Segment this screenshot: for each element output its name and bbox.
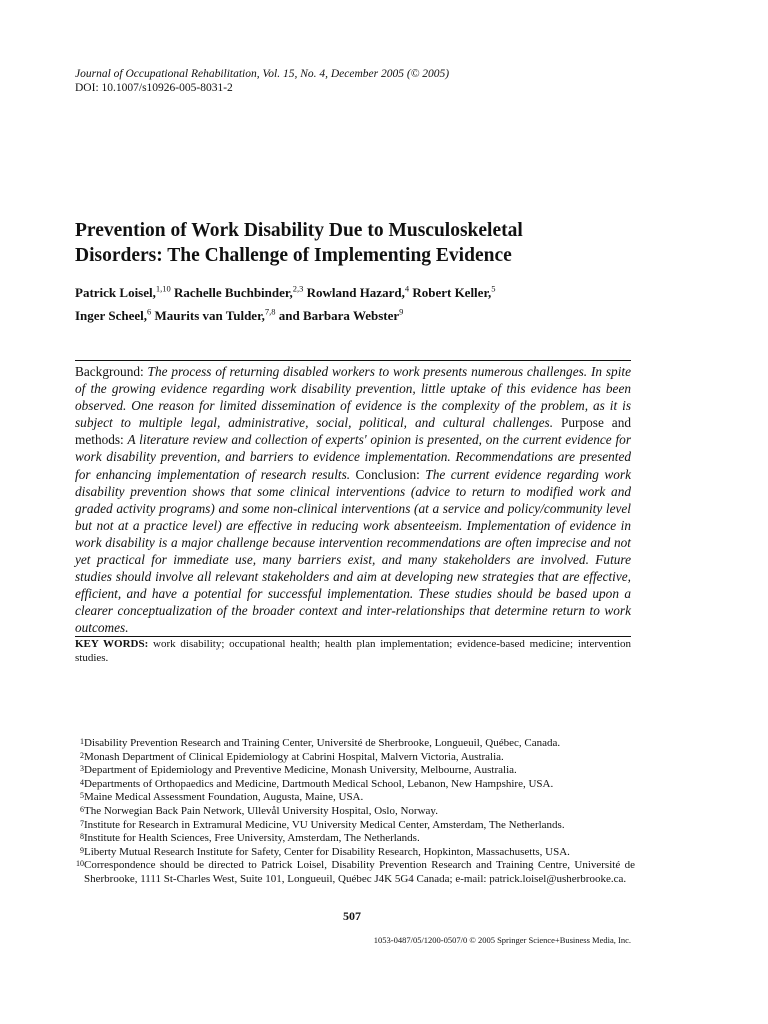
article-title — [75, 218, 635, 268]
affiliation: 7 Institute for Research in Extramural Medicine, VU University Medical Center, Amsterdam, The Netherlands. — [80, 818, 565, 831]
author: Maurits van Tulder,$^{7,8}$ — [154, 306, 276, 323]
abstract-methods-label: Purpose and methods: — [75, 415, 631, 448]
author: Inger Scheel,$^6$ — [75, 306, 152, 323]
affiliation: 10 Correspondence should be directed to Patrick Loisel, Disability Prevention Research and Training Centre, Université de Sherbrooke, 1111 St-Charles West, Suite 101, Longueuil, Québec J4K 5G4 Canada; e-mail: patrick.loisel@usherbrooke.ca. — [76, 859, 635, 885]
affiliation: 9 Liberty Mutual Research Institute for Safety, Center for Disability Research, Hopkinton, Massachusetts, USA. — [80, 845, 570, 858]
keywords-label: KEY WORDS: — [75, 638, 149, 650]
author: Robert Keller,$^5$ — [412, 284, 496, 301]
title-line-2: Disorders: The Challenge of Implementing Evidence — [75, 245, 512, 266]
author: Rowland Hazard,$^4$ — [306, 284, 410, 301]
affiliation: 6 The Norwegian Back Pain Network, Ullevål University Hospital, Oslo, Norway. — [80, 804, 438, 817]
title-line-1: Prevention of Work Disability Due to Musculoskeletal — [75, 220, 523, 241]
author-list — [75, 280, 635, 325]
page-number: 507 — [343, 909, 361, 923]
doi: DOI: 10.1007/s10926-005-8031-2 — [75, 82, 233, 94]
abstract-background-label: Background: — [75, 364, 144, 379]
author: and Barbara Webster$^9$ — [278, 306, 404, 323]
copyright-line: 1053-0487/05/1200-0507/0 © 2005 Springer Science+Business Media, Inc. — [373, 935, 631, 945]
abstract — [75, 363, 631, 637]
keywords-rule — [75, 636, 631, 637]
keywords-text: work disability; occupational health; health plan implementation; evidence-based medicine; intervention studies. — [75, 638, 631, 664]
abstract-methods-text: A literature review and collection of experts' opinion is presented, on the current evidence for work disability prevention, and barriers to evidence implementation. Recommendations are presented for enhancing implementation of research results. — [75, 432, 631, 482]
author: Rachelle Buchbinder,$^{2,3}$ — [174, 284, 304, 301]
abstract-top-rule — [75, 360, 631, 361]
affiliation: 8 Institute for Health Sciences, Free University, Amsterdam, The Netherlands. — [80, 832, 420, 845]
affiliation: 4 Departments of Orthopaedics and Medicine, Dartmouth Medical School, Lebanon, New Hampshire, USA. — [80, 777, 554, 790]
affiliation: 2 Monash Department of Clinical Epidemiology at Cabrini Hospital, Malvern Victoria, Australia. — [80, 750, 504, 763]
journal-header — [75, 67, 449, 95]
affiliation: 5 Maine Medical Assessment Foundation, Augusta, Maine, USA. — [80, 791, 364, 804]
abstract-conclusion-text: The current evidence regarding work disability prevention shows that some clinical interventions (advice to return to modified work and graded activity programs) and some non-clinical interventions (at a service and policy/community level but not at a practice level) are effective in reducing work absenteeism. Implementation of evidence in work disability is a major challenge because intervention recommendations are often imprecise and not yet practical for immediate use, many barriers exist, and many stakeholders are involved. Future studies should involve all relevant stakeholders and aim at developing new strategies that are effective, efficient, and have a potential for successful implementation. These studies should be based upon a clearer conceptualization of the broader context and inter-relationships that determine return to work outcomes. — [75, 466, 632, 636]
affiliations-list — [75, 737, 635, 887]
author: Patrick Loisel,$^{1,10}$ — [75, 284, 171, 301]
affiliation: 3 Department of Epidemiology and Preventive Medicine, Monash University, Melbourne, Australia. — [80, 764, 517, 777]
abstract-conclusion-label: Conclusion: — [355, 466, 420, 482]
affiliation: 1 Disability Prevention Research and Training Center, Université de Sherbrooke, Longueuil, Québec, Canada. — [80, 737, 561, 749]
journal-citation: Journal of Occupational Rehabilitation, Vol. 15, No. 4, December 2005 (© 2005) — [75, 68, 450, 80]
keywords — [75, 638, 631, 665]
abstract-background-text: The process of returning disabled workers to work presents numerous challenges. In spite of the growing evidence regarding work disability prevention, little uptake of this evidence has been observed. One reason for limited dissemination of evidence is the complexity of the problem, as it is subject to multiple legal, administrative, social, political, and cultural challenges. — [75, 364, 631, 431]
